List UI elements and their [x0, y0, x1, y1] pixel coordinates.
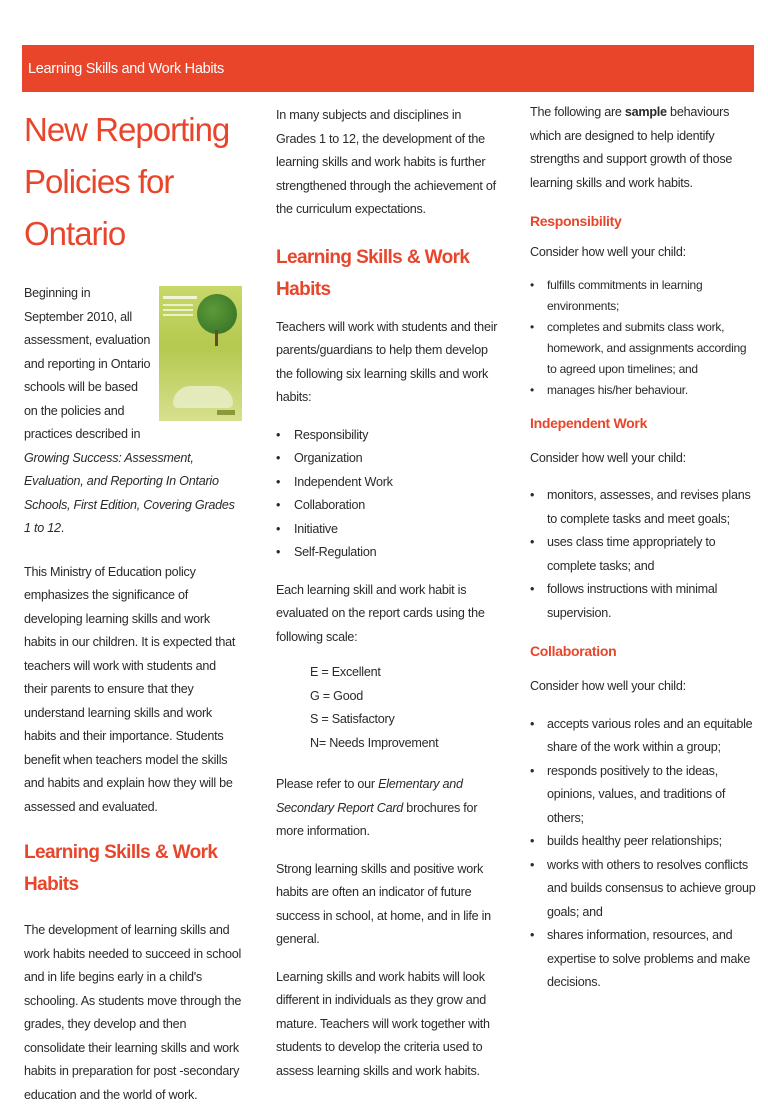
- list-item: • Collaboration: [276, 494, 498, 518]
- refer-paragraph: Please refer to our Elementary and Secondary Report Card brochures for more information.: [276, 777, 478, 838]
- independent-work-list: [530, 484, 758, 625]
- teachers-paragraph: Teachers will work with students and their parents/guardians to help them develop the following six learning skills and work habits:: [276, 319, 498, 404]
- list-item: • monitors, assesses, and revises plans to complete tasks and meet goals;: [530, 484, 758, 531]
- list-item: • follows instructions with minimal supervision.: [530, 578, 758, 625]
- rating-scale: [276, 661, 498, 755]
- column-middle: [276, 104, 498, 1083]
- list-item: • manages his/her behaviour.: [530, 380, 758, 401]
- list-item: • completes and submits class work, homework, and assignments according to agreed upon timelines; and: [530, 317, 758, 380]
- ministry-paragraph: This Ministry of Education policy emphasizes the significance of developing learning skills and work habits in our children. It is expected that teachers will work with students and their parents to ensure that they understand learning skills and work habits and their importance. Students benefit when teachers model the skills and habits and explain how they will be assessed and evaluated.: [24, 564, 236, 814]
- criteria-paragraph: Learning skills and work habits will look different in individuals as they grow and mature. Teachers will work together with students to develop the criteria used to assess learning skills and work habits.: [276, 969, 490, 1078]
- heading-independent-work: Independent Work: [530, 414, 648, 431]
- heading-responsibility: Responsibility: [530, 213, 622, 229]
- banner-title: Learning Skills and Work Habits: [28, 60, 224, 77]
- list-item: • works with others to resolves conflicts and builds consensus to achieve group goals; and: [530, 854, 758, 925]
- section-heading-lsw: Learning Skills & Work Habits: [24, 842, 218, 895]
- scale-needs-improvement: N= Needs Improvement: [310, 735, 439, 750]
- list-item: • Responsibility: [276, 424, 498, 448]
- consider-text: Consider how well your child:: [530, 450, 686, 465]
- skills-list: [276, 424, 498, 565]
- list-item: • accepts various roles and an equitable share of the work within a group;: [530, 713, 758, 760]
- responsibility-list: [530, 275, 758, 401]
- page-title: [24, 104, 242, 260]
- scale-intro-paragraph: Each learning skill and work habit is evaluated on the report cards using the following scale:: [276, 582, 485, 644]
- intro-paragraph: Beginning in September 2010, all assessment, evaluation and reporting in Ontario schools will be based on the policies and practices described in Growing Success: Assessment, Evaluation, and Reporting In Ontario Schools, First Edition, Covering Grades 1 to 12.: [24, 286, 235, 535]
- title-line-1: New Reporting: [24, 111, 230, 148]
- scale-good: G = Good: [310, 688, 363, 703]
- subjects-paragraph: In many subjects and disciplines in Grades 1 to 12, the development of the learning skills and work habits is further strengthened through the achievement of the curriculum expectations.: [276, 108, 496, 216]
- collaboration-list: [530, 713, 758, 995]
- list-item: • uses class time appropriately to complete tasks; and: [530, 531, 758, 578]
- list-item: • Independent Work: [276, 471, 498, 495]
- scale-satisfactory: S = Satisfactory: [310, 712, 395, 726]
- success-paragraph: Strong learning skills and positive work habits are often an indicator of future success in school, at home, and in life in general.: [276, 861, 491, 946]
- column-left: [24, 104, 242, 1107]
- header-banner: [22, 45, 754, 92]
- growing-success-cover-image: [159, 286, 242, 421]
- list-item: • shares information, resources, and expertise to solve problems and make decisions.: [530, 924, 758, 995]
- section-heading-lsw-2: Learning Skills & Work Habits: [276, 246, 470, 300]
- list-item: • Initiative: [276, 518, 498, 542]
- list-item: • Organization: [276, 447, 498, 471]
- development-paragraph: The development of learning skills and work habits needed to succeed in school and in life begins early in a child's schooling. As students move through the grades, they develop and then consolidate their learning skills and work habits in preparation for post -secondary education and the world of work.: [24, 923, 242, 1102]
- growing-success-title: Growing Success: Assessment, Evaluation, and Reporting In Ontario Schools, First Edition, Covering Grades 1 to 12: [24, 450, 235, 535]
- consider-text: Consider how well your child:: [530, 679, 686, 693]
- list-item: • builds healthy peer relationships;: [530, 830, 758, 854]
- consider-text: Consider how well your child:: [530, 245, 686, 259]
- list-item: • responds positively to the ideas, opinions, values, and traditions of others;: [530, 760, 758, 831]
- column-right: [530, 101, 758, 995]
- sample-intro-paragraph: The following are sample behaviours which are designed to help identify strengths and support growth of those learning skills and work habits.: [530, 105, 733, 190]
- report-card-title: Elementary and Secondary Report Card: [276, 777, 463, 815]
- heading-collaboration: Collaboration: [530, 643, 617, 659]
- scale-excellent: E = Excellent: [310, 665, 381, 679]
- title-line-2: Policies for Ontario: [24, 163, 174, 252]
- list-item: • fulfills commitments in learning environments;: [530, 275, 758, 317]
- list-item: • Self-Regulation: [276, 541, 498, 565]
